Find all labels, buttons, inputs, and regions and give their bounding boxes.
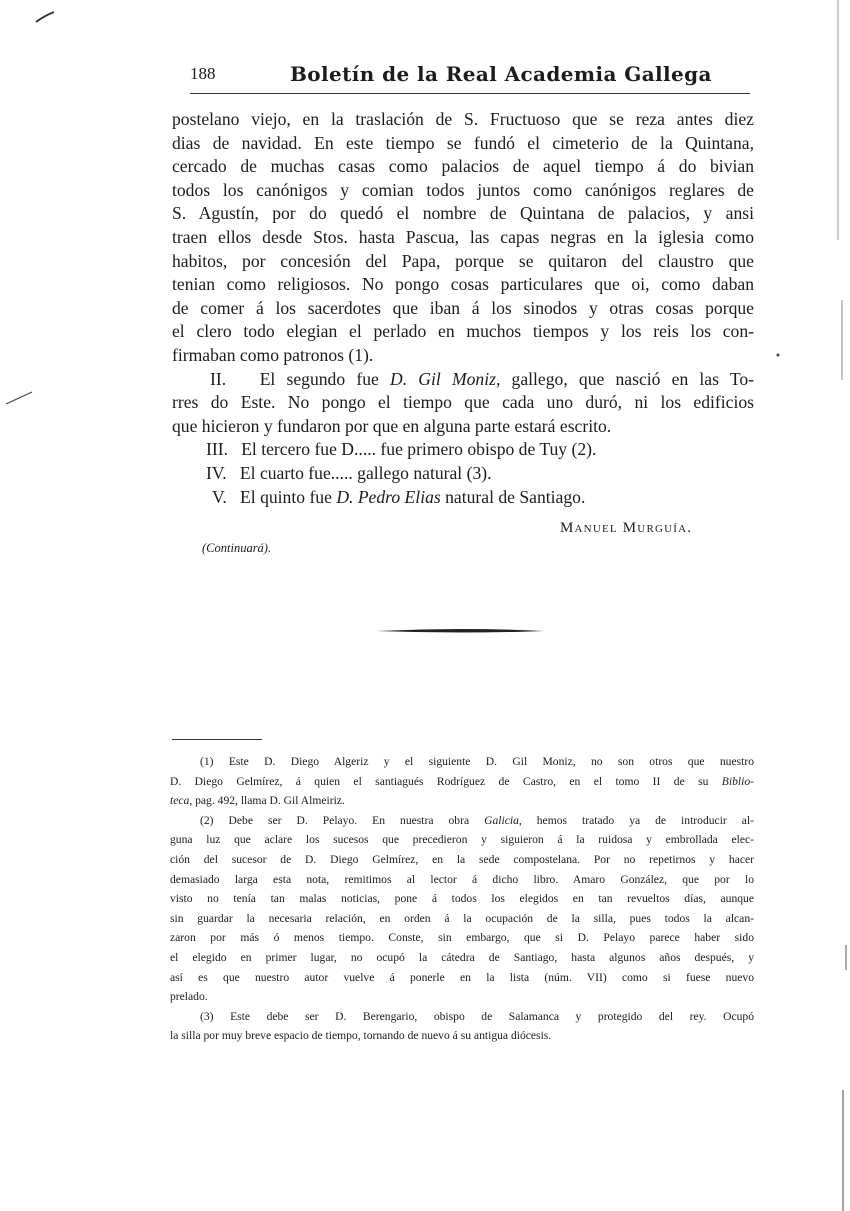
footnote-text: , pag. 492, llama D. Gil Almeiriz. bbox=[189, 794, 345, 808]
item-text: , gallego, que nasció en las To- bbox=[495, 368, 755, 389]
text-line: todos los canónigos y comian todos juntos como canónigos reglares de bbox=[172, 179, 754, 200]
list-item-IV bbox=[172, 462, 754, 486]
item-numeral: IV. bbox=[206, 462, 227, 483]
item-numeral: II. bbox=[210, 368, 227, 389]
text-line: rres do Este. No pongo el tiempo que cada uno duró, ni los edificios bbox=[172, 392, 754, 413]
item-text: El tercero fue D..... fue primero obispo de Tuy (2). bbox=[241, 439, 597, 460]
footnote-2 bbox=[170, 811, 754, 1007]
footnote-line: demasiado larga esta nota, remitimos al lector á dicho libro. Amaro González, que por lo bbox=[170, 872, 754, 886]
running-head: Boletín de la Real Academia Gallega bbox=[290, 62, 712, 86]
footnote-3 bbox=[170, 1007, 754, 1046]
page-header bbox=[190, 62, 750, 94]
author-signature: Manuel Murguía. bbox=[560, 520, 693, 536]
body-text bbox=[172, 108, 754, 509]
text-line: de comer á los sacerdotes que iban á los sinodos y otras cosas porque bbox=[172, 297, 754, 318]
list-item-III bbox=[172, 438, 754, 462]
text-line: habitos, por concesión del Papa, porque se quitaron del claustro que bbox=[172, 250, 754, 271]
footnotes bbox=[170, 752, 754, 1046]
item-name: D. Pedro Elias bbox=[336, 486, 441, 507]
item-text: El quinto fue bbox=[240, 486, 337, 507]
text-line bbox=[172, 368, 754, 392]
footnote-line bbox=[170, 772, 754, 792]
footnote-rule bbox=[172, 739, 262, 740]
footnote-title: Galicia bbox=[484, 813, 519, 827]
footnote-text: , hemos tratado ya de introducir al- bbox=[518, 813, 754, 827]
footnote-title: Biblio- bbox=[721, 774, 754, 788]
item-numeral: V. bbox=[212, 486, 227, 507]
text-line: dias de navidad. En este tiempo se fundó el cimeterio de la Quintana, bbox=[172, 132, 754, 153]
item-text: El segundo fue bbox=[259, 368, 390, 389]
footnote-text: D. Diego Gelmírez, á quien el santiagués Rodríguez de Castro, en el tomo II de su bbox=[170, 774, 722, 788]
footnote-line bbox=[170, 791, 754, 811]
footnote-1 bbox=[170, 752, 754, 811]
footnote-line: el elegido en primer lugar, no ocupó la cátedra de Santiago, hasta algunos años después, y bbox=[170, 950, 754, 964]
footnote-line: (1) Este D. Diego Algeriz y el siguiente D. Gil Moniz, no son otros que nuestro bbox=[200, 755, 754, 768]
text-line: cercado de muchas casas como palacios de aquel tiempo á do bivian bbox=[172, 156, 754, 177]
text-line: S. Agustín, por do quedó el nombre de Quintana de palacios, y ansi bbox=[172, 203, 754, 224]
footnote-line: guna luz que aclare los sucesos que precedieron y siguieron á la ruidosa y embrollada elec- bbox=[170, 833, 754, 847]
item-name: D. Gil Moniz bbox=[390, 368, 496, 389]
footnote-line: visto no tenía tan malas noticias, pone á todos los elegidos en tan revueltos días, aunque bbox=[170, 892, 754, 906]
footnote-title: teca bbox=[170, 794, 190, 808]
footnote-line: la silla por muy breve espacio de tiempo, tornando de nuevo á su antigua diócesis. bbox=[170, 1029, 552, 1043]
list-item-V bbox=[172, 486, 754, 510]
list-item-II bbox=[172, 368, 754, 439]
text-line: postelano viejo, en la traslación de S. Fructuoso que se reza antes diez bbox=[172, 109, 754, 129]
text-line: tenian como religiosos. No pongo cosas particulares que oi, como daban bbox=[172, 274, 754, 295]
footnote-line: ción del sucesor de D. Diego Gelmírez, en la sede compostelana. Por no repetirnos y hacer bbox=[170, 852, 754, 866]
footnote-line: zaron por más ó menos tiempo. Conste, sin embargo, que si D. Pelayo parece haber sido bbox=[170, 931, 754, 945]
footnote-text: (2) Debe ser D. Pelayo. En nuestra obra bbox=[200, 813, 485, 827]
footnote-line bbox=[170, 811, 754, 831]
item-text: El cuarto fue..... gallego natural (3). bbox=[239, 462, 492, 483]
header-rule bbox=[190, 93, 750, 94]
footnote-line: sin guardar la necesaria relación, en orden á la ocupación de la silla, pues todos la alcan- bbox=[170, 911, 754, 925]
item-numeral: III. bbox=[206, 439, 228, 460]
ornament-divider bbox=[378, 626, 544, 636]
text-line: el clero todo elegian el perlado en muchos tiempos y los reis los con- bbox=[172, 321, 754, 342]
page-number: 188 bbox=[190, 64, 216, 83]
text-line: que hicieron y fundaron por que en alguna parte estará escrito. bbox=[172, 415, 612, 436]
text-line: firmaban como patronos (1). bbox=[172, 344, 374, 365]
footnote-line: (3) Este debe ser D. Berengario, obispo de Salamanca y protegido del rey. Ocupó bbox=[200, 1009, 754, 1023]
footnote-line: así es que nuestro autor vuelve á ponerle en la lista (núm. VII) como si fuese nuevo bbox=[170, 970, 754, 984]
continued-note: (Continuará). bbox=[202, 541, 272, 555]
text-line: traen ellos desde Stos. hasta Pascua, las capas negras en la iglesia como bbox=[172, 226, 754, 247]
item-text: natural de Santiago. bbox=[440, 486, 586, 507]
opening-paragraph bbox=[172, 108, 754, 368]
footnote-line: prelado. bbox=[170, 990, 208, 1004]
